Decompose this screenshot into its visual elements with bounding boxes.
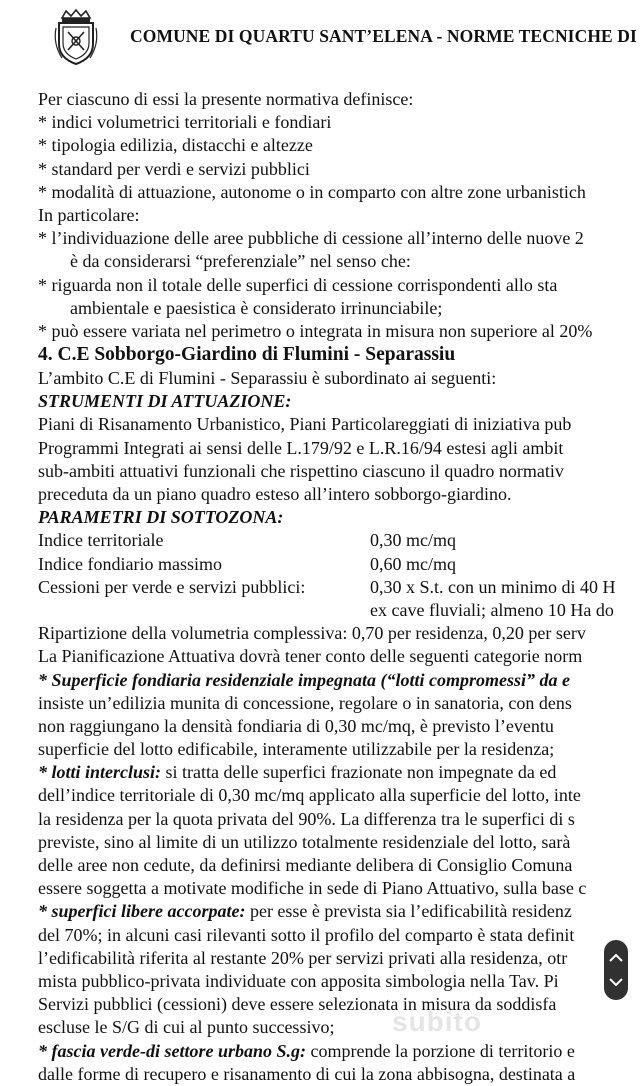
category-heading: * superfici libere accorpate:: [38, 901, 246, 922]
subheading: STRUMENTI DI ATTUAZIONE:: [38, 391, 292, 412]
category-line: [38, 900, 640, 923]
text-line: Ripartizione della volumetria complessiva: 0,70 per residenza, 0,20 per serv: [38, 623, 586, 644]
text-line: L’ambito C.E di Flumini - Separassiu è subordinato ai seguenti:: [38, 368, 497, 389]
param-label: Indice fondiario massimo: [38, 553, 222, 574]
chevron-down-icon[interactable]: [609, 978, 623, 986]
text-line: sub-ambiti attuativi funzionali che rispettino ciascuno il quadro normativ: [38, 460, 564, 481]
category-heading: * Superficie fondiaria residenziale impegnata (“lotti compromessi” da e: [38, 669, 570, 690]
document-header: [0, 0, 640, 74]
text-line: non raggiungano la densità fondiaria di 0,30 mc/mq, è previsto l’eventu: [38, 715, 554, 736]
section-heading: 4. C.E Sobborgo-Giardino di Flumini - Separassiu: [38, 344, 456, 366]
text-line: del 70%; in alcuni casi rilevanti sotto il profilo del comparto è stata definit: [38, 924, 575, 945]
scroll-control[interactable]: [604, 940, 628, 1000]
text-line: Piani di Risanamento Urbanistico, Piani Particolareggiati di iniziativa pub: [38, 414, 572, 435]
text-line: insiste un’edilizia munita di concessione, regolare o in sanatoria, con dens: [38, 692, 572, 713]
list-item: * tipologia edilizia, distacchi e altezze: [38, 135, 313, 156]
text-line: superficie del lotto edificabile, interamente utilizzabile per la residenza;: [38, 739, 555, 760]
list-item: * può essere variata nel perimetro o integrata in misura non superiore al 20%: [38, 320, 593, 341]
text-line: In particolare:: [38, 204, 140, 225]
param-label: Indice territoriale: [38, 530, 164, 551]
category-text: comprende la porzione di territorio e: [305, 1040, 575, 1061]
text-line: ambientale e paesistica è considerato irrinunciabile;: [70, 297, 443, 318]
list-item: * standard per verdi e servizi pubblici: [38, 158, 310, 179]
category-line: [38, 1040, 640, 1063]
watermark: subito: [392, 1006, 482, 1037]
list-item: * modalità di attuazione, autonome o in comparto con altre zone urbanistich: [38, 181, 586, 202]
list-item: * riguarda non il totale delle superfici di cessione corrispondenti allo sta: [38, 274, 558, 295]
text-line: Programmi Integrati ai sensi delle L.179/92 e L.R.16/94 estesi agli ambit: [38, 437, 564, 458]
text-line: l’edificabilità riferita al restante 20% per servizi privati alla residenza, otr: [38, 947, 568, 968]
param-continuation: ex cave fluviali; almeno 10 Ha do: [370, 599, 614, 620]
text-line: mista pubblico-privata individuate con apposita simbologia nella Tav. Pi: [38, 970, 559, 991]
text-line: delle aree non cedute, da definirsi mediante delibera di Consiglio Comuna: [38, 855, 573, 875]
param-value: 0,30 x S.t. con un minimo di 40 H: [370, 576, 616, 597]
text-line: Per ciascuno di essi la presente normativa definisce:: [38, 89, 414, 109]
header-title: COMUNE DI QUARTU SANT’ELENA - NORME TECNICHE DI: [130, 26, 637, 46]
category-heading: * lotti interclusi:: [38, 762, 162, 783]
chevron-up-icon[interactable]: [609, 954, 623, 962]
text-line: escluse le S/G di cui al punto successivo;: [38, 1017, 335, 1038]
text-line: dalle forme di recupero e risanamento di cui la zona abbisogna, destinata a: [38, 1063, 576, 1084]
param-label: Cessioni per verde e servizi pubblici:: [38, 576, 306, 597]
text-line: dell’indice territoriale di 0,30 mc/mq applicato alla superficie del lotto, inte: [38, 785, 581, 806]
category-text: per esse è prevista sia l’edificabilità residenz: [245, 901, 572, 922]
text-line: Servizi pubblici (cessioni) deve essere selezionata in misura da soddisfa: [38, 994, 557, 1015]
document-body: [38, 88, 640, 1086]
param-row: [38, 529, 640, 552]
text-line: La Pianificazione Attuativa dovrà tener conto delle seguenti categorie norm: [38, 646, 583, 667]
text-line: la residenza per la quota privata del 90%. La differenza tra le superfici di s: [38, 808, 575, 829]
category-text: si tratta delle superfici frazionate non impegnate da ed: [161, 762, 557, 783]
text-line: preceduta da un piano quadro esteso all’intero sobborgo-giardino.: [38, 484, 512, 504]
text-line: è da considerarsi “preferenziale” nel senso che:: [70, 251, 411, 272]
list-item: * l’individuazione delle aree pubbliche di cessione all’interno delle nuove 2: [38, 228, 584, 249]
param-value: 0,60 mc/mq: [370, 553, 456, 574]
municipal-crest-icon: [52, 8, 100, 66]
category-heading: * fascia verde-di settore urbano S.g:: [38, 1040, 306, 1061]
param-row: [38, 576, 640, 599]
list-item: * indici volumetrici territoriali e fondiari: [38, 112, 332, 133]
text-line: essere soggetta a motivate modifiche in sede di Piano Attuativo, sulla base c: [38, 878, 587, 899]
category-line: [38, 761, 640, 784]
param-value: 0,30 mc/mq: [370, 530, 456, 551]
text-line: previste, sino al limite di un utilizzo totalmente residenziale del lotto, sarà: [38, 831, 571, 852]
param-row: [38, 553, 640, 576]
subheading: PARAMETRI DI SOTTOZONA:: [38, 507, 284, 528]
